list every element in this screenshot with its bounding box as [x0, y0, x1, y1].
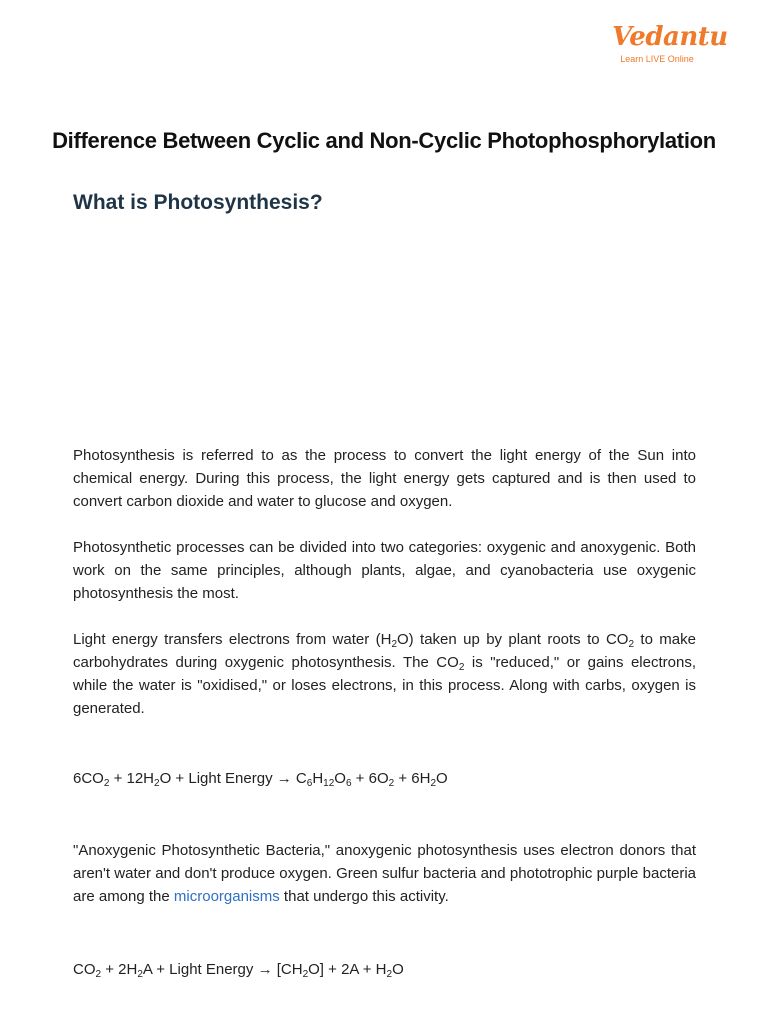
- eq-run: O: [334, 770, 346, 787]
- eq-run: + 6H: [394, 770, 431, 787]
- text-run: that undergo this activity.: [279, 888, 449, 905]
- text-run: "Anoxygenic Photosynthetic Bacteria," anoxygenic photosynthesis uses electron donors that aren't water and don't produce oxygen. Green sulfur bacteria and phototrophic purple bacteria are among the: [73, 842, 696, 905]
- eq-run: + 2H: [101, 961, 138, 978]
- subscript: 2: [137, 969, 143, 980]
- eq-run: H: [312, 770, 324, 787]
- subscript: 12: [323, 778, 335, 789]
- eq-run: + 6O: [351, 770, 389, 787]
- text-run: to make carbohydrates during oxygenic photosynthesis. The CO: [73, 631, 696, 671]
- eq-run: A + Light Energy → [CH: [142, 961, 303, 978]
- paragraph-definition: Photosynthesis is referred to as the process to convert the light energy of the Sun into chemical energy. During this process, the light energy gets captured and is then used to convert carbon dioxide and water to glucose and oxygen.: [73, 447, 696, 510]
- subscript: 2: [386, 969, 393, 980]
- logo-tagline: Learn LIVE Online: [620, 54, 694, 64]
- paragraph-oxygenic: [73, 628, 696, 720]
- subscript: 2: [430, 778, 437, 789]
- eq-run: + 12H: [109, 770, 155, 787]
- vedantu-logo[interactable]: [612, 22, 728, 65]
- paragraph-categories: Photosynthetic processes can be divided into two categories: oxygenic and anoxygenic. Both work on the same principles, although plants, algae, and cyanobacteria use oxygenic photosynthesis the most.: [73, 539, 696, 602]
- subscript: 6: [306, 778, 313, 789]
- eq-run: O: [392, 961, 404, 978]
- text-run: Light energy transfers electrons from water (H: [73, 631, 392, 648]
- text-run: is "reduced," or gains electrons, while the water is "oxidised," or loses electrons, in this process. Along with carbs, oxygen is generated.: [73, 654, 697, 717]
- logo-wordmark: Vedantu: [612, 22, 728, 52]
- subscript: 2: [391, 639, 397, 650]
- section-heading: What is Photosynthesis?: [73, 191, 323, 214]
- subscript: 2: [154, 778, 160, 789]
- paragraph-anoxygenic: [73, 839, 696, 908]
- microorganisms-link[interactable]: microorganisms: [173, 888, 280, 905]
- eq-run: O] + 2A + H: [308, 961, 387, 978]
- subscript: 2: [628, 639, 635, 650]
- subscript: 2: [95, 969, 102, 980]
- eq-run: O + Light Energy → C: [159, 770, 307, 787]
- subscript: 2: [388, 778, 395, 789]
- subscript: 2: [103, 778, 110, 789]
- eq-run: CO: [73, 961, 96, 978]
- text-run: O) taken up by plant roots to CO: [397, 631, 629, 648]
- eq-run: 6CO: [73, 770, 104, 787]
- equation-anoxygenic: [73, 958, 696, 981]
- content-body: [73, 444, 696, 981]
- subscript: 2: [458, 662, 465, 673]
- subscript: 2: [302, 969, 309, 980]
- equation-oxygenic: [73, 767, 696, 790]
- eq-run: O: [436, 770, 448, 787]
- subscript: 6: [345, 778, 352, 789]
- document-title: Difference Between Cyclic and Non-Cyclic Photophosphorylation: [52, 128, 716, 153]
